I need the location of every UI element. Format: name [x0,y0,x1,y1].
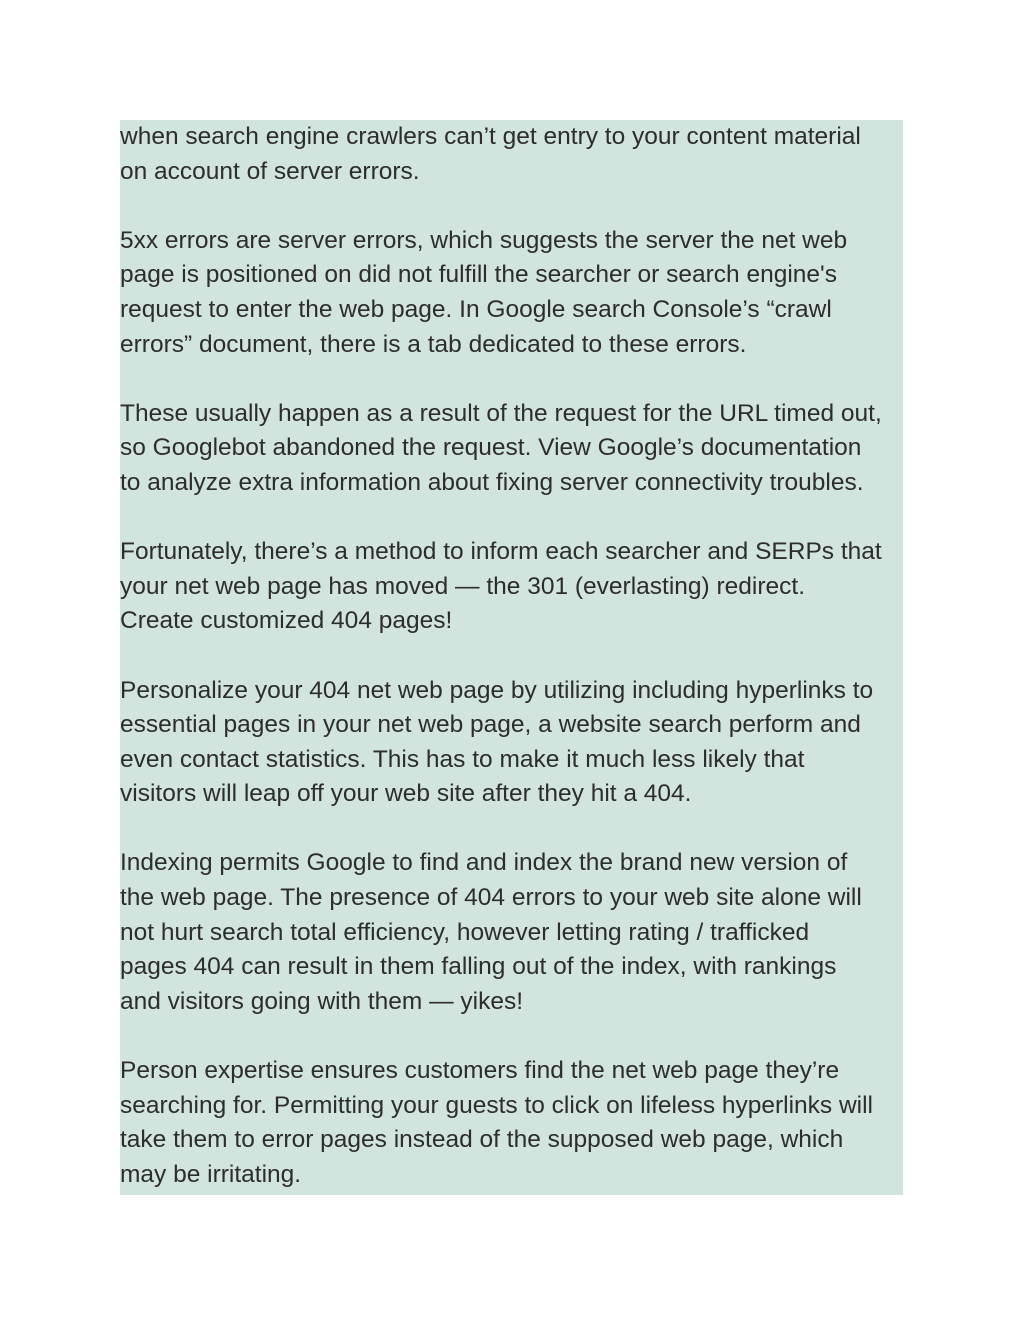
text-line: take them to error pages instead of the supposed web page, which [120,1126,844,1154]
text-line: Personalize your 404 net web page by utilizing including hyperlinks to [120,676,874,704]
text-line: and visitors going with them — yikes! [120,987,524,1015]
text-line: even contact statistics. This has to make it much less likely that [120,745,805,773]
text-line: 5xx errors are server errors, which suggests the server the net web [120,226,848,254]
text-line: searching for. Permitting your guests to click on lifeless hyperlinks will [120,1091,874,1119]
text-line: Fortunately, there’s a method to inform each searcher and SERPs that [120,538,882,566]
paragraph-gap [120,501,903,536]
text-line: to analyze extra information about fixing server connectivity troubles. [120,468,864,496]
paragraph-gap [120,189,903,224]
paragraph [120,1054,903,1192]
text-line: not hurt search total efficiency, however letting rating / trafficked [120,918,810,946]
text-line: visitors will leap off your web site after they hit a 404. [120,780,692,808]
paragraph [120,397,903,501]
paragraph [120,674,903,812]
text-line: your net web page has moved — the 301 (everlasting) redirect. [120,572,806,600]
text-line: Create customized 404 pages! [120,607,453,635]
text-line: page is positioned on did not fulfill the searcher or search engine's [120,261,837,289]
text-line: the web page. The presence of 404 errors to your web site alone will [120,884,862,912]
paragraph-gap [120,812,903,847]
text-line: request to enter the web page. In Google search Console’s “crawl [120,295,832,323]
text-line: when search engine crawlers can’t get entry to your content material [120,123,861,150]
text-line: essential pages in your net web page, a website search perform and [120,711,861,739]
text-line: Person expertise ensures customers find the net web page they’re [120,1057,840,1085]
paragraph-gap [120,362,903,397]
text-line: may be irritating. [120,1160,302,1188]
paragraph [120,846,903,1019]
paragraph-gap [120,639,903,674]
text-line: on account of server errors. [120,157,420,185]
paragraph [120,224,903,362]
paragraph [120,120,903,189]
highlighted-text-block [120,120,903,1195]
text-line: errors” document, there is a tab dedicated to these errors. [120,330,747,358]
text-line: pages 404 can result in them falling out of the index, with rankings [120,953,837,981]
text-line: Indexing permits Google to find and index the brand new version of [120,849,848,877]
text-line: so Googlebot abandoned the request. View Google’s documentation [120,434,862,462]
text-line: These usually happen as a result of the request for the URL timed out, [120,399,882,427]
paragraph [120,535,903,639]
paragraph-gap [120,1019,903,1054]
